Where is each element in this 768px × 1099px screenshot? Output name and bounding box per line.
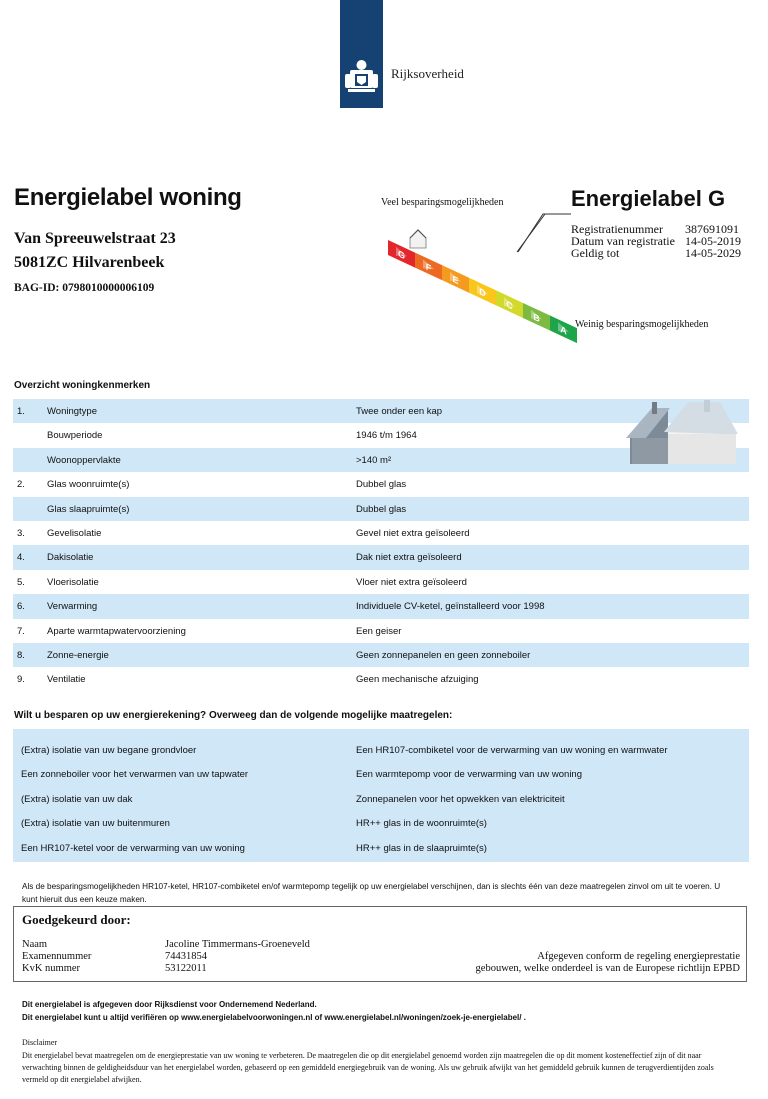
characteristic-value: Geen zonnepanelen en geen zonneboiler (356, 649, 531, 661)
registration-number-value: 387691091 (685, 222, 739, 236)
rijksoverheid-logo-bar (340, 0, 383, 108)
characteristic-label: Glas woonruimte(s) (47, 479, 130, 491)
measure-item-right: Een warmtepomp voor de verwarming van uw woning (356, 769, 582, 781)
measures-note: Als de besparingsmogelijkheden HR107-ketel, HR107-combiketel en/of warmtepomp tegelijk op uw energielabel verschijnen, dan is slechts één van deze maatregelen zinvol om uit te voeren. U kunt hieruit dus een keuze maken. (22, 882, 721, 904)
house-illustration (624, 400, 738, 468)
characteristic-value: Een geiser (356, 625, 402, 637)
measure-item-left: Een HR107-ketel voor de verwarming van uw woning (21, 842, 245, 854)
approval-exam-label: Examennummer (22, 951, 92, 962)
characteristic-label: Ventilatie (47, 674, 86, 686)
approval-epbd-line1: Afgegeven conform de regeling energieprestatie (537, 951, 740, 962)
registration-number-label: Registratienummer (571, 222, 663, 236)
approval-exam-value: 74431854 (165, 951, 207, 962)
scale-top-label: Veel besparingsmogelijkheden (381, 197, 504, 208)
coat-of-arms-icon (340, 0, 383, 108)
characteristic-number: 7. (17, 625, 25, 637)
approval-kvk-value: 53122011 (165, 963, 207, 974)
characteristic-label: Dakisolatie (47, 552, 94, 564)
energy-class-F (415, 253, 442, 281)
energy-class-E (442, 265, 469, 293)
current-class-house-icon (410, 230, 426, 248)
characteristic-label: Glas slaapruimte(s) (47, 503, 130, 515)
characteristic-value: Twee onder een kap (356, 406, 443, 417)
characteristic-label: Woonoppervlakte (47, 454, 121, 466)
energy-class-B (523, 303, 550, 331)
characteristic-row (13, 545, 749, 569)
disclaimer-title: Disclaimer (22, 1038, 58, 1047)
characteristic-number: 6. (17, 601, 25, 613)
characteristic-row (13, 497, 749, 521)
characteristic-value: Dubbel glas (356, 503, 407, 515)
characteristic-number: 1. (17, 406, 25, 417)
measure-item-right: Een HR107-combiketel voor de verwarming van uw woning en warmwater (356, 745, 668, 756)
characteristic-number: 8. (17, 649, 25, 661)
disclaimer-body: Dit energielabel bevat maatregelen om de energieprestatie van uw woning te verbeteren. De maatregelen die op dit energielabel genoemd worden zijn maatregelen die op dit moment kosteneffectief zijn of dit naar verwachting binnen de geldigheidsduur van het energielabel worden, gebaseerd op een gemiddeld energiegebruik van de woning. Als uw gebruik afwijkt van het gemiddeld gebruik kunnen de terugverdientijden zoals vermeld op dit energielabel afwijken. (22, 1051, 714, 1084)
characteristic-value: Dak niet extra geïsoleerd (356, 552, 462, 564)
characteristic-row (13, 521, 749, 545)
characteristic-number: 3. (17, 527, 25, 539)
characteristic-row (13, 667, 749, 691)
characteristic-row (13, 594, 749, 618)
svg-text:A: A (560, 324, 567, 338)
characteristic-label: Vloerisolatie (47, 576, 99, 588)
footer-verify-link: Dit energielabel kunt u altijd verifiëren op www.energielabelvoorwoningen.nl of www.energielabel.nl/woningen/zoek-je-energielabel/ . (22, 1013, 526, 1022)
characteristic-label: Gevelisolatie (47, 527, 102, 539)
approval-kvk-label: KvK nummer (22, 963, 81, 974)
footer-issued-by: Dit energielabel is afgegeven door Rijksdienst voor Ondernemend Nederland. (22, 1000, 317, 1009)
energy-class-C (496, 290, 523, 318)
measure-item-right: HR++ glas in de slaapruimte(s) (356, 842, 487, 854)
characteristic-value: Vloer niet extra geïsoleerd (356, 576, 467, 588)
characteristic-value: Individuele CV-ketel, geïnstalleerd voor 1998 (356, 601, 545, 613)
energy-class-D (469, 278, 496, 306)
characteristic-label: Aparte warmtapwatervoorziening (47, 625, 186, 637)
characteristic-label: Bouwperiode (47, 430, 103, 442)
characteristic-value: Gevel niet extra geïsoleerd (356, 527, 470, 539)
valid-until-row (571, 246, 741, 261)
valid-until-value: 14-05-2029 (685, 246, 741, 260)
address-street: Van Spreeuwelstraat 23 (14, 230, 176, 247)
characteristics-title: Overzicht woningkenmerken (14, 380, 151, 391)
characteristic-label: Zonne-energie (47, 649, 109, 661)
logo-text: Rijksoverheid (391, 66, 464, 81)
svg-text:D: D (479, 286, 486, 300)
registration-date-value: 14-05-2019 (685, 234, 741, 248)
characteristic-row (13, 643, 749, 667)
approval-box (13, 906, 747, 982)
characteristic-label: Woningtype (47, 406, 97, 417)
energy-class-A (550, 316, 577, 344)
characteristic-row (13, 570, 749, 594)
approval-name-label: Naam (22, 939, 48, 950)
document-title: Energielabel woning (14, 184, 242, 211)
measure-item-right: HR++ glas in de woonruimte(s) (356, 818, 487, 830)
registration-date-label: Datum van registratie (571, 234, 675, 248)
characteristic-number: 4. (17, 552, 25, 564)
svg-text:C: C (506, 299, 513, 313)
scale-bottom-label: Weinig besparingsmogelijkheden (575, 319, 709, 330)
valid-until-label: Geldig tot (571, 246, 620, 260)
approval-title: Goedgekeurd door: (22, 912, 131, 927)
characteristic-number: 2. (17, 479, 25, 491)
characteristic-value: Geen mechanische afzuiging (356, 674, 479, 686)
label-leader-line (515, 210, 575, 255)
characteristic-row (13, 472, 749, 496)
measure-item-left: (Extra) isolatie van uw begane grondvloer (21, 745, 197, 756)
characteristic-label: Verwarming (47, 601, 98, 613)
measure-item-right: Zonnepanelen voor het opwekken van elektriciteit (356, 793, 565, 805)
measure-item-left: (Extra) isolatie van uw buitenmuren (21, 818, 170, 830)
approval-name-value: Jacoline Timmermans-Groeneveld (165, 939, 310, 950)
svg-text:E: E (452, 273, 459, 288)
measures-title: Wilt u besparen op uw energierekening? Overweeg dan de volgende mogelijke maatregelen: (14, 710, 453, 721)
measure-item-left: (Extra) isolatie van uw dak (21, 793, 133, 805)
measure-item-left: Een zonneboiler voor het verwarmen van uw tapwater (21, 769, 249, 781)
characteristic-row (13, 619, 749, 643)
svg-text:F: F (425, 261, 432, 275)
svg-text:G: G (397, 248, 406, 263)
characteristic-value: >140 m² (356, 454, 392, 466)
measures-box (13, 729, 749, 862)
characteristic-number: 5. (17, 576, 25, 588)
address-city: 5081ZC Hilvarenbeek (14, 254, 165, 271)
characteristic-number: 9. (17, 674, 25, 686)
characteristic-value: Dubbel glas (356, 479, 407, 491)
energy-label-title: Energielabel G (571, 186, 726, 211)
svg-text:B: B (533, 311, 540, 326)
approval-epbd-line2: gebouwen, welke onderdeel is van de Europese richtlijn EPBD (475, 963, 740, 974)
bag-id: BAG-ID: 0798010000006109 (14, 282, 155, 294)
characteristic-value: 1946 t/m 1964 (356, 430, 417, 442)
